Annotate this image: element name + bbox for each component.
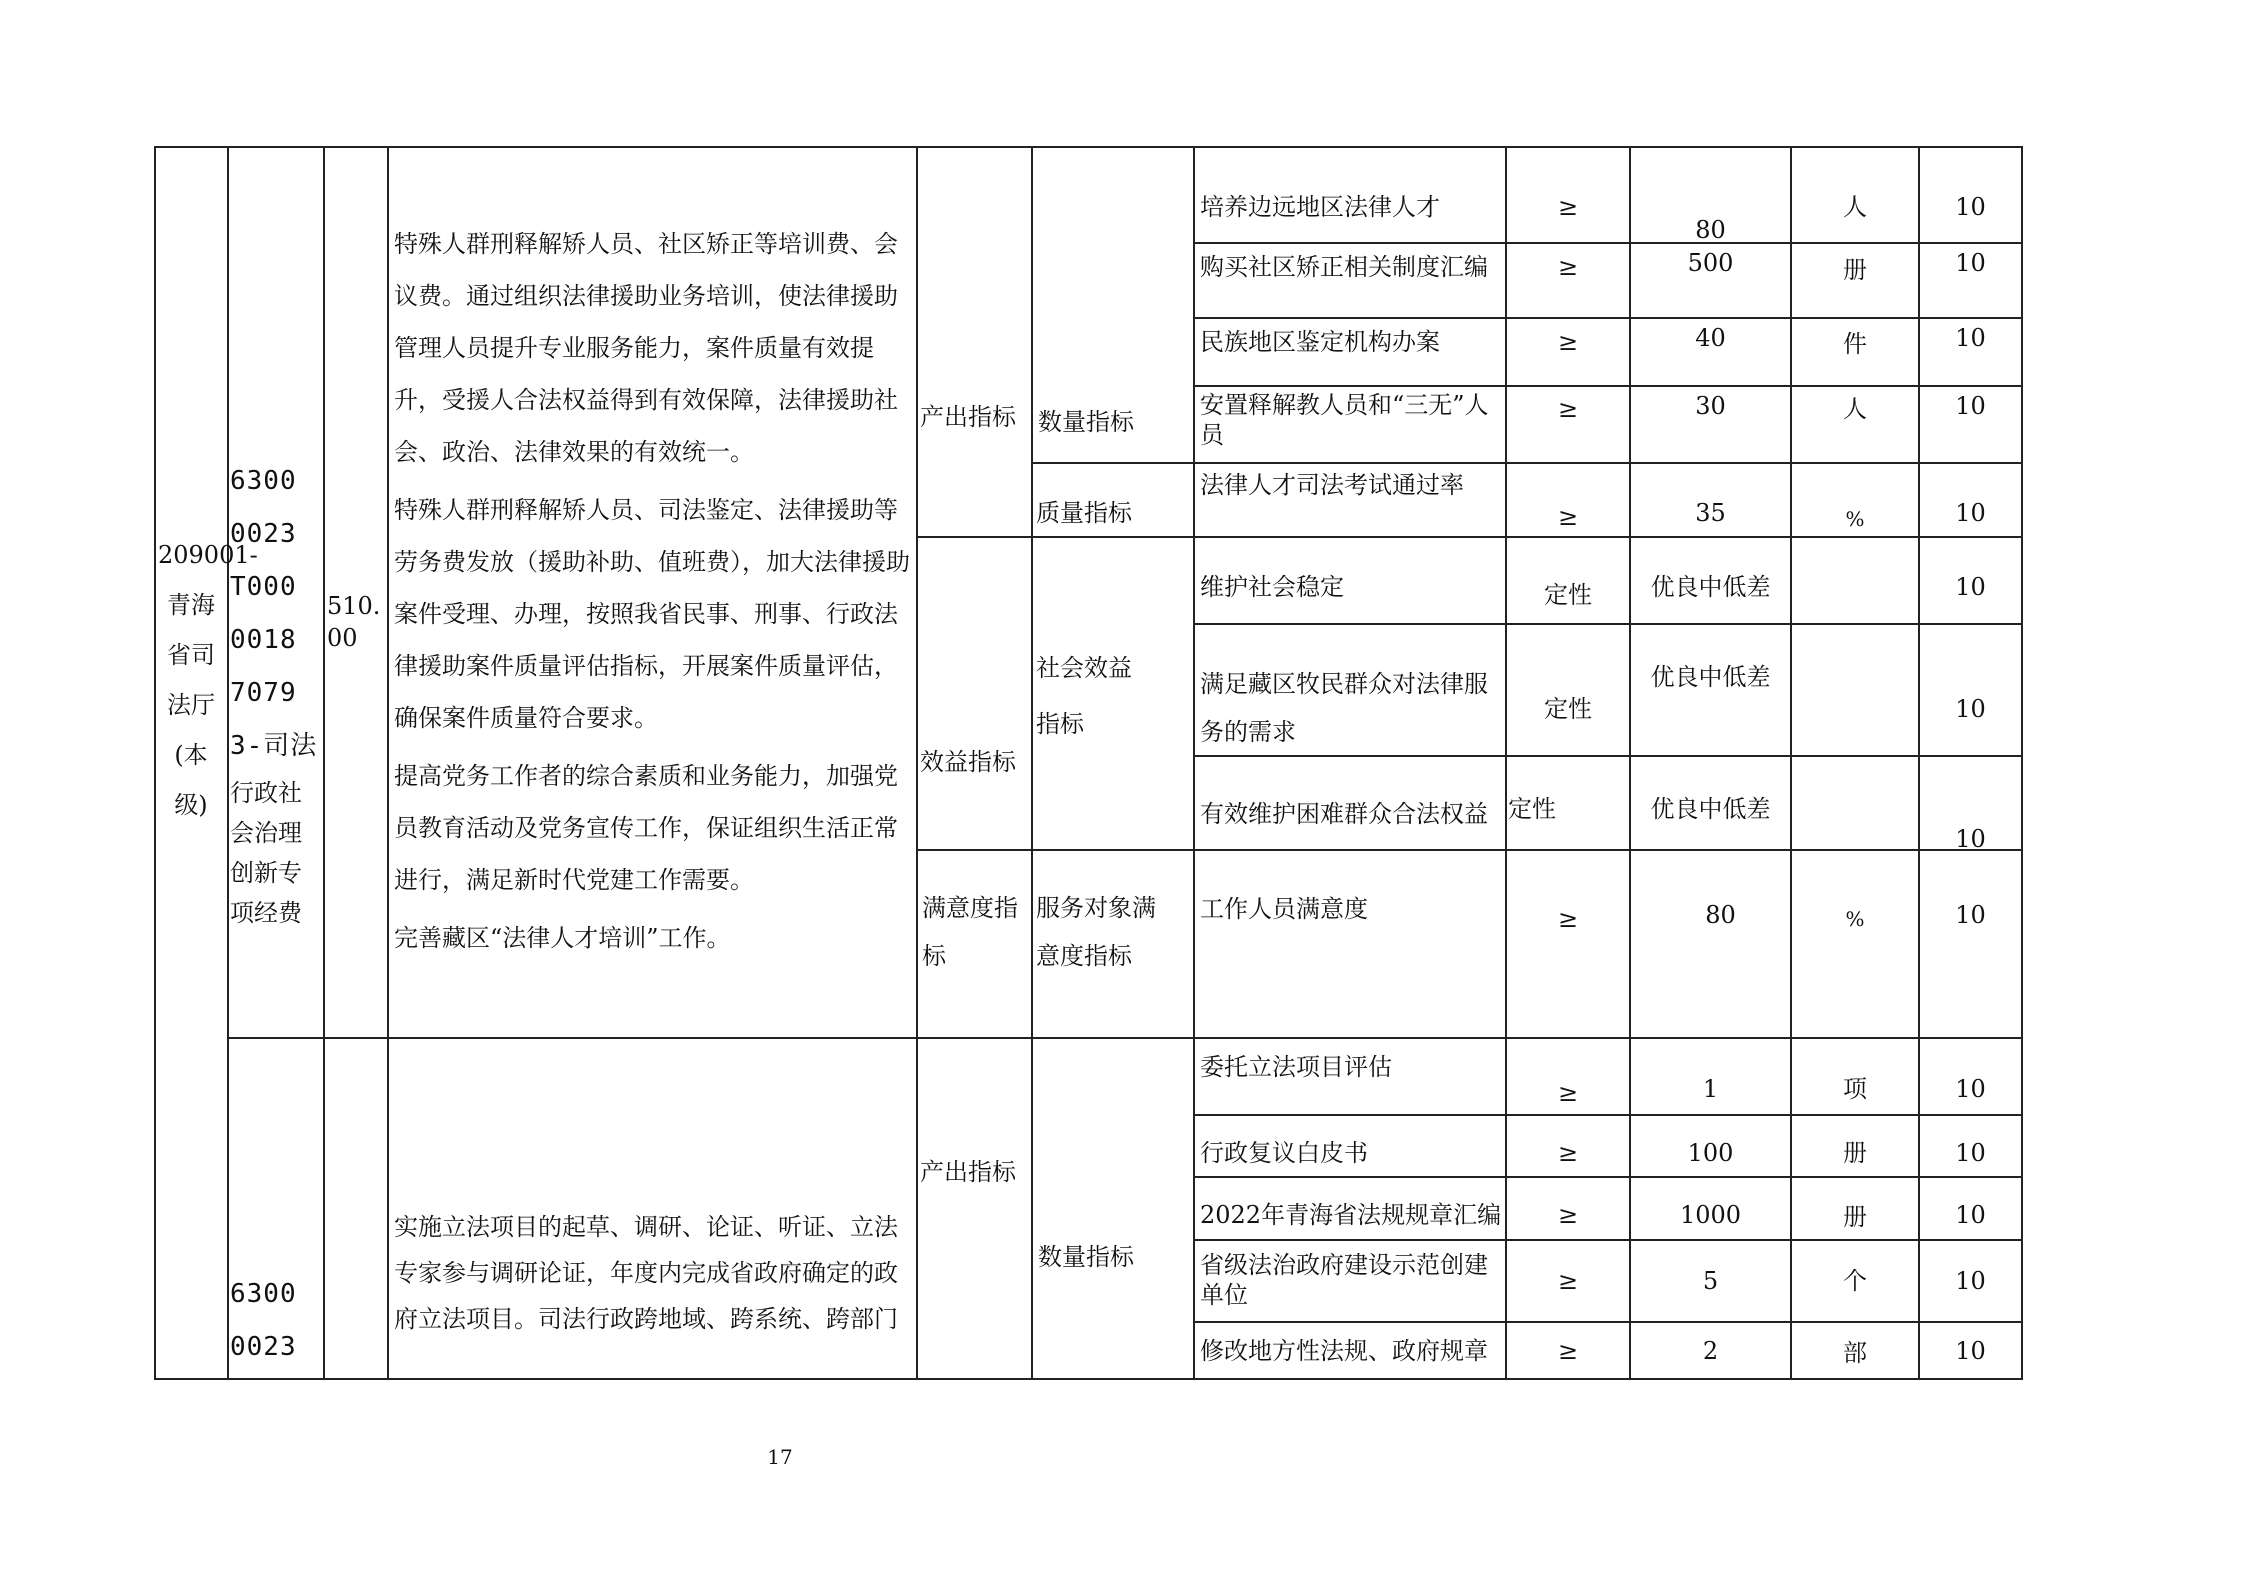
project-1-code-line: 0023 bbox=[230, 519, 297, 549]
project-1-code-line: 6300 bbox=[230, 466, 297, 496]
project-1-code-line: 0018 bbox=[230, 625, 297, 655]
indicator-op: ≥ bbox=[1557, 905, 1579, 933]
indicator-unit: % bbox=[1845, 507, 1865, 531]
unit-cell: 209001-青海省司法厅(本级) bbox=[158, 541, 258, 819]
indicator-op: ≥ bbox=[1557, 1079, 1579, 1107]
indicator-name: 行政复议白皮书 bbox=[1200, 1139, 1368, 1167]
indicator-weight: 10 bbox=[1955, 392, 1986, 420]
project-1-code-line: T000 bbox=[230, 572, 297, 602]
indicator-op: 定性 bbox=[1544, 581, 1592, 609]
project-2-level1-output: 产出指标 bbox=[920, 1158, 1016, 1186]
indicator-name: 购买社区矫正相关制度汇编 bbox=[1200, 253, 1488, 281]
indicator-op: 定性 bbox=[1544, 695, 1592, 723]
project-2-description bbox=[394, 1204, 910, 1348]
project-1-name: 行政社会治理创新专项经费 bbox=[230, 779, 302, 927]
indicator-weight: 10 bbox=[1955, 695, 1986, 723]
indicator-unit: 项 bbox=[1843, 1075, 1867, 1103]
project-2-level2-quantity: 数量指标 bbox=[1038, 1243, 1134, 1271]
indicator-name: 有效维护困难群众合法权益 bbox=[1200, 800, 1488, 828]
indicator-weight: 10 bbox=[1955, 499, 1986, 527]
indicator-value: 80 bbox=[1695, 216, 1726, 244]
level2-quality: 质量指标 bbox=[1036, 499, 1132, 527]
indicator-op: ≥ bbox=[1557, 1267, 1579, 1295]
indicator-value: 35 bbox=[1695, 499, 1726, 527]
indicator-weight: 10 bbox=[1955, 1075, 1986, 1103]
indicator-op: 定性 bbox=[1508, 795, 1556, 823]
indicator-unit: 个 bbox=[1843, 1267, 1867, 1295]
project-1-amount: 510.00 bbox=[327, 592, 381, 652]
indicator-weight: 10 bbox=[1955, 324, 1986, 352]
indicator-op: ≥ bbox=[1557, 395, 1579, 423]
project-1-code-cell bbox=[230, 455, 322, 933]
indicator-op: ≥ bbox=[1557, 193, 1579, 221]
indicator-unit: 件 bbox=[1843, 330, 1867, 358]
indicator-name: 维护社会稳定 bbox=[1200, 573, 1344, 601]
indicator-weight: 10 bbox=[1955, 1267, 1986, 1295]
indicator-weight: 10 bbox=[1955, 249, 1986, 277]
indicator-unit: 册 bbox=[1843, 1203, 1867, 1231]
indicator-op: ≥ bbox=[1557, 253, 1579, 281]
indicator-name: 省级法治政府建设示范创建单位 bbox=[1200, 1251, 1488, 1309]
indicator-value: 1 bbox=[1702, 1075, 1719, 1103]
indicator-value: 优良中低差 bbox=[1650, 573, 1771, 601]
indicator-value: 40 bbox=[1695, 324, 1726, 352]
indicator-name: 2022年青海省法规规章汇编 bbox=[1200, 1201, 1502, 1229]
project-1-code-line: 7079 bbox=[230, 678, 297, 708]
description-paragraph: 特殊人群刑释解矫人员、司法鉴定、法律援助等劳务费发放（援助补助、值班费），加大法律援助案件受理、办理，按照我省民事、刑事、行政法律援助案件质量评估指标，开展案件质量评估，确保案件质量符合要求。 bbox=[394, 496, 910, 732]
indicator-name: 修改地方性法规、政府规章 bbox=[1200, 1337, 1488, 1365]
description-paragraph: 特殊人群刑释解矫人员、社区矫正等培训费、会议费。通过组织法律援助业务培训，使法律援助管理人员提升专业服务能力，案件质量有效提升，受援人合法权益得到有效保障，法律援助社会、政治、法律效果的有效统一。 bbox=[394, 230, 898, 466]
indicator-name: 安置释解教人员和“三无”人员 bbox=[1200, 391, 1489, 449]
indicator-value: 100 bbox=[1687, 1139, 1734, 1167]
indicator-op: ≥ bbox=[1557, 1139, 1579, 1167]
level1-satisfaction: 满意度指标 bbox=[922, 894, 1018, 970]
indicator-name: 法律人才司法考试通过率 bbox=[1200, 471, 1464, 499]
level1-benefit: 效益指标 bbox=[920, 748, 1016, 776]
project-2-code-line: 0023 bbox=[230, 1332, 297, 1362]
indicator-weight: 10 bbox=[1955, 1337, 1986, 1365]
indicator-name: 培养边远地区法律人才 bbox=[1200, 193, 1440, 221]
indicator-weight: 10 bbox=[1955, 573, 1986, 601]
indicator-name: 委托立法项目评估 bbox=[1200, 1053, 1392, 1081]
indicator-op: ≥ bbox=[1557, 328, 1579, 356]
indicator-weight: 10 bbox=[1955, 825, 1986, 853]
project-2-code-line: 6300 bbox=[230, 1279, 297, 1309]
indicator-weight: 10 bbox=[1955, 901, 1986, 929]
level2-quantity: 数量指标 bbox=[1038, 408, 1134, 436]
description-paragraph: 提高党务工作者的综合素质和业务能力，加强党员教育活动及党务宣传工作，保证组织生活正常进行，满足新时代党建工作需要。 bbox=[394, 762, 898, 894]
project-1-description bbox=[394, 218, 910, 970]
indicator-name: 满足藏区牧民群众对法律服务的需求 bbox=[1200, 670, 1488, 746]
page-number: 17 bbox=[767, 1445, 793, 1469]
indicator-unit: % bbox=[1845, 907, 1865, 931]
indicator-unit: 人 bbox=[1843, 395, 1867, 423]
indicator-value: 2 bbox=[1702, 1337, 1719, 1365]
indicator-op: ≥ bbox=[1557, 1337, 1579, 1365]
indicator-unit: 部 bbox=[1843, 1339, 1867, 1367]
indicator-value: 500 bbox=[1687, 249, 1734, 277]
indicator-value: 30 bbox=[1695, 392, 1726, 420]
level1-output: 产出指标 bbox=[920, 403, 1016, 431]
indicator-weight: 10 bbox=[1955, 1201, 1986, 1229]
indicator-weight: 10 bbox=[1955, 193, 1986, 221]
indicator-name: 工作人员满意度 bbox=[1200, 895, 1368, 923]
indicator-value: 优良中低差 bbox=[1650, 663, 1771, 691]
description-paragraph: 实施立法项目的起草、调研、论证、听证、立法专家参与调研论证，年度内完成省政府确定的政府立法项目。司法行政跨地域、跨系统、跨部门 bbox=[394, 1213, 898, 1333]
indicator-name: 民族地区鉴定机构办案 bbox=[1200, 328, 1440, 356]
indicator-value: 1000 bbox=[1679, 1201, 1742, 1229]
description-paragraph: 完善藏区“法律人才培训”工作。 bbox=[394, 924, 731, 952]
project-1-code-line: 3-司法 bbox=[230, 731, 318, 761]
indicator-value: 优良中低差 bbox=[1650, 795, 1771, 823]
indicator-op: ≥ bbox=[1557, 1201, 1579, 1229]
indicator-unit: 册 bbox=[1843, 1139, 1867, 1167]
level2-social-benefit: 社会效益指标 bbox=[1036, 654, 1132, 738]
indicator-value: 80 bbox=[1705, 901, 1736, 929]
indicator-weight: 10 bbox=[1955, 1139, 1986, 1167]
indicator-unit: 人 bbox=[1843, 193, 1867, 221]
indicator-value: 5 bbox=[1702, 1267, 1719, 1295]
level2-service-satisfaction: 服务对象满意度指标 bbox=[1036, 894, 1156, 970]
indicator-unit: 册 bbox=[1843, 256, 1867, 284]
project-2-code-cell bbox=[230, 1268, 322, 1374]
indicator-op: ≥ bbox=[1557, 503, 1579, 531]
